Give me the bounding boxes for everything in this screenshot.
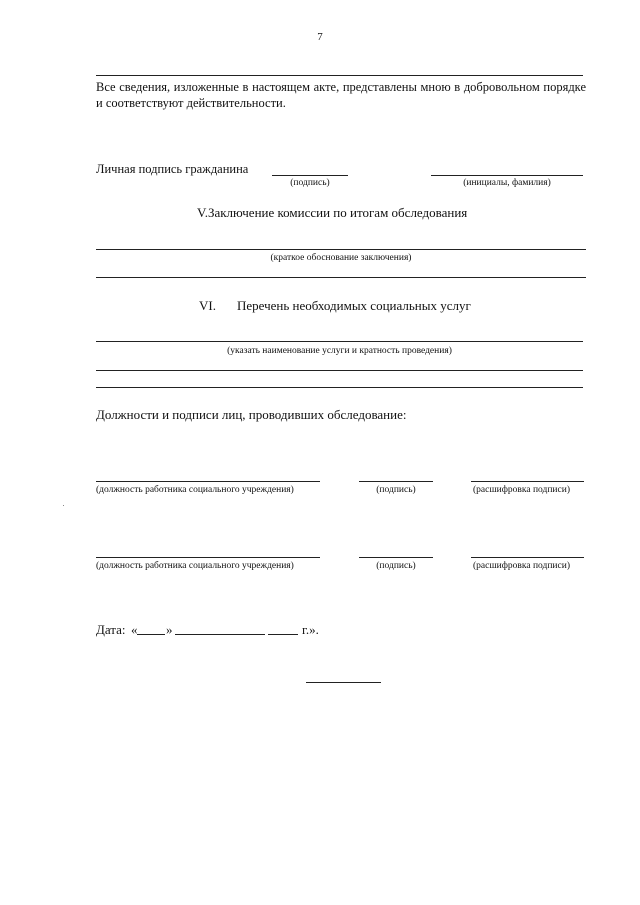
date-month-line[interactable] (175, 634, 265, 635)
examiner-2-position-line[interactable] (96, 557, 320, 558)
top-rule (96, 75, 583, 76)
examiner-1-decoding-line[interactable] (471, 481, 584, 482)
section-v-line-2[interactable] (96, 277, 586, 278)
end-rule (306, 682, 381, 683)
date-year-suffix: г.». (302, 622, 319, 637)
date-year-line[interactable] (268, 634, 298, 635)
examiner-2-decoding-line[interactable] (471, 557, 584, 558)
section-vi-title: Перечень необходимых социальных услуг (237, 298, 471, 313)
date-day-line[interactable] (137, 634, 165, 635)
statement-paragraph: Все сведения, изложенные в настоящем акте, представлены мною в добровольном порядке и соответствуют действительности. (96, 80, 586, 110)
section-v-heading: V.Заключение комиссии по итогам обследования (197, 205, 468, 220)
examiner-1-signature-line[interactable] (359, 481, 433, 482)
examiner-2-decoding-caption: (расшифровка подписи) (473, 561, 570, 571)
page-number: 7 (317, 31, 323, 43)
section-vi-number: VI. (199, 298, 216, 313)
citizen-signature-line[interactable] (272, 175, 348, 176)
examiner-1-decoding-caption: (расшифровка подписи) (473, 485, 570, 495)
section-v-caption: (краткое обоснование заключения) (270, 253, 412, 263)
citizen-initials-caption: (инициалы, фамилия) (463, 178, 551, 188)
examiner-2-signature-caption: (подпись) (376, 561, 416, 571)
examiner-2-signature-line[interactable] (359, 557, 433, 558)
section-vi-line-1[interactable] (96, 341, 583, 342)
date-open-quote: « (131, 622, 138, 637)
scan-speck (63, 505, 64, 506)
examiner-1-position-line[interactable] (96, 481, 320, 482)
examiners-heading: Должности и подписи лиц, проводивших обследование: (96, 407, 407, 422)
section-vi-line-3[interactable] (96, 387, 583, 388)
section-vi-line-2[interactable] (96, 370, 583, 371)
section-v-line-1[interactable] (96, 249, 586, 250)
examiner-1-position-caption: (должность работника социального учреждения) (96, 485, 294, 495)
examiner-2-position-caption: (должность работника социального учреждения) (96, 561, 294, 571)
citizen-signature-label: Личная подпись гражданина (96, 162, 249, 176)
date-label: Дата: (96, 622, 126, 637)
section-vi-caption: (указать наименование услуги и кратность проведения) (227, 346, 452, 356)
citizen-signature-caption: (подпись) (290, 178, 330, 188)
citizen-initials-line[interactable] (431, 175, 583, 176)
examiner-1-signature-caption: (подпись) (376, 485, 416, 495)
date-close-quote: » (166, 622, 173, 637)
